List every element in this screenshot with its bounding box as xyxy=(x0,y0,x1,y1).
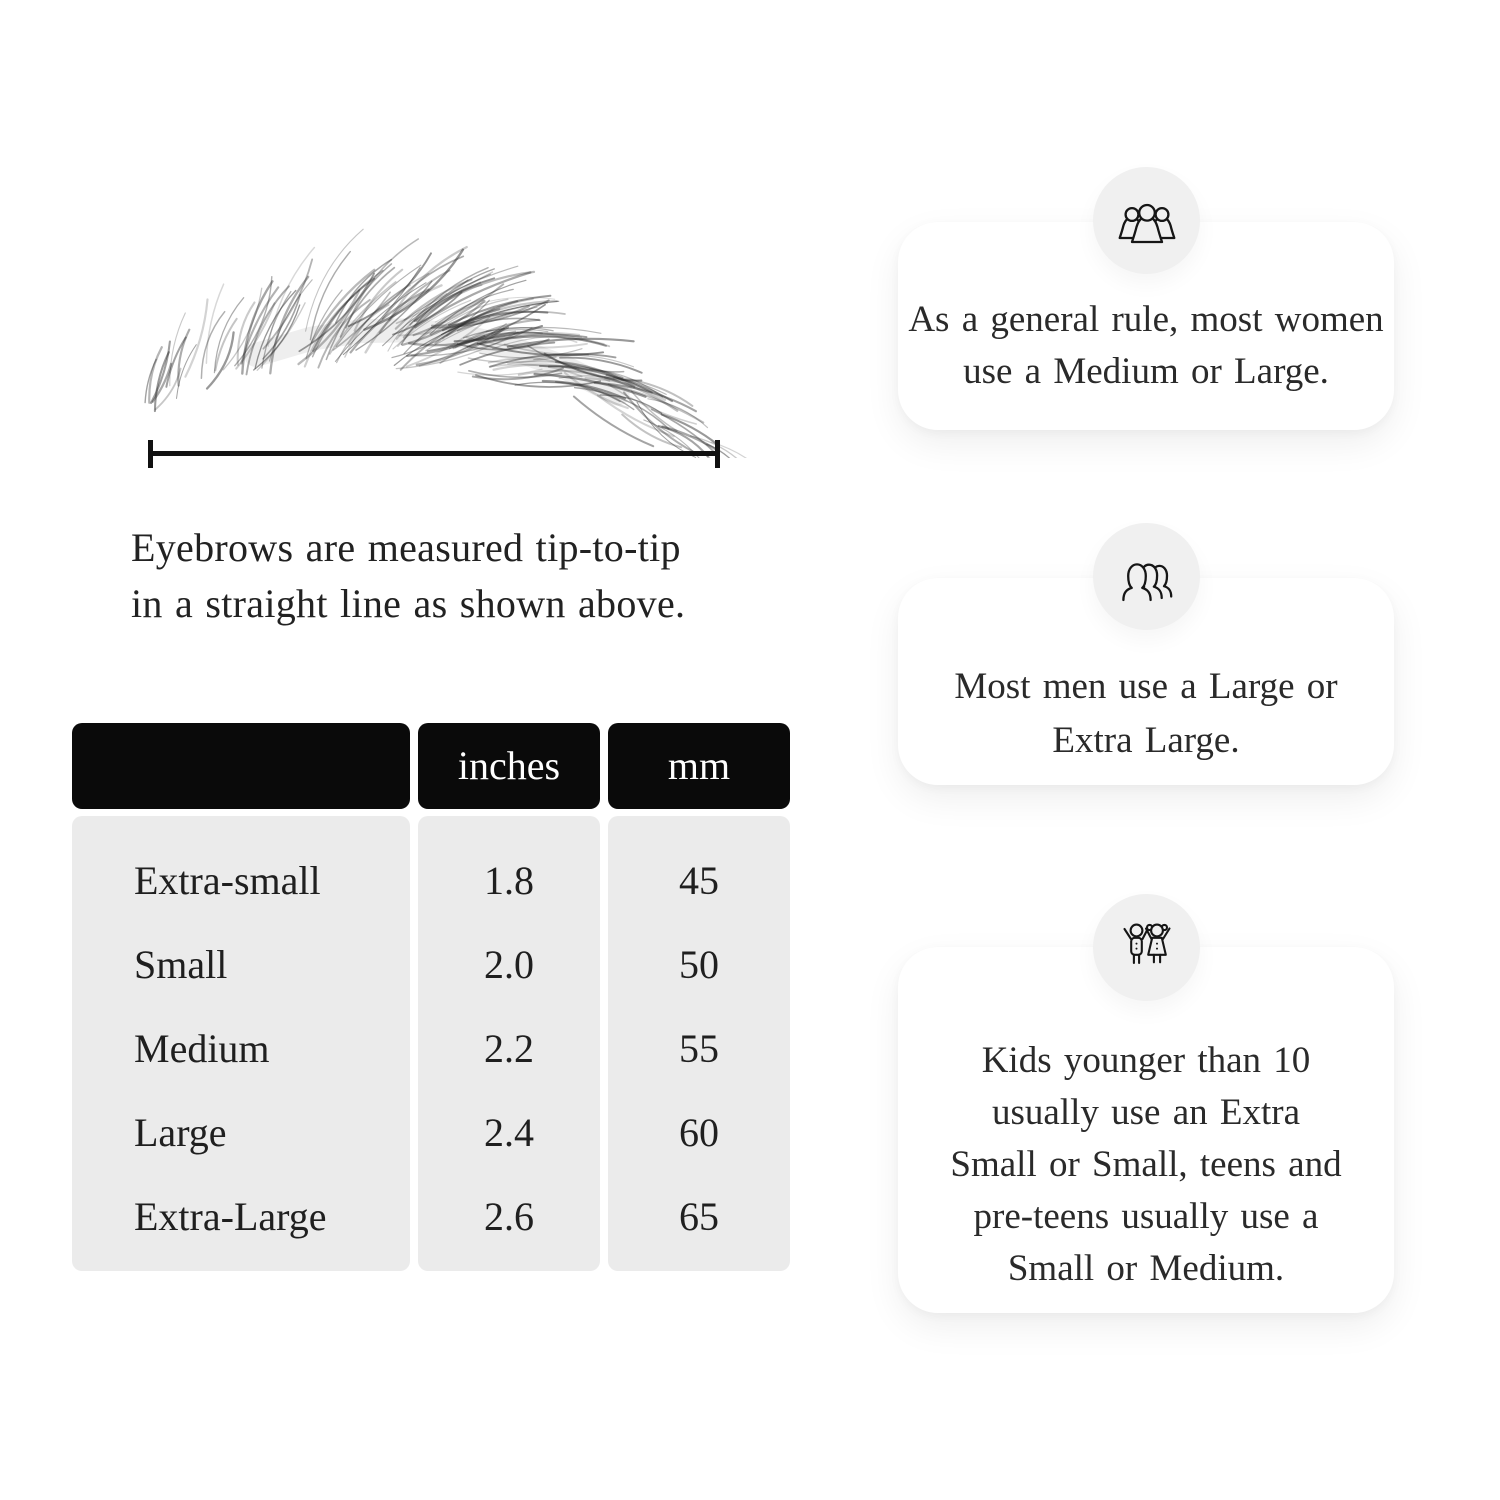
mm-value: 55 xyxy=(679,1025,719,1071)
women-group-icon xyxy=(1115,189,1179,253)
size-table-header-mm: mm xyxy=(608,723,790,809)
eyebrow-illustration xyxy=(100,218,780,458)
info-line: Small or Small, teens and xyxy=(950,1144,1342,1185)
size-label: Medium xyxy=(134,1025,270,1071)
inches-value: 2.4 xyxy=(484,1109,534,1155)
inches-value: 2.2 xyxy=(484,1025,534,1071)
info-line: use a Medium or Large. xyxy=(963,351,1329,392)
info-line: Kids younger than 10 xyxy=(981,1040,1311,1081)
size-label: Large xyxy=(134,1109,227,1155)
info-line: usually use an Extra xyxy=(992,1092,1300,1133)
size-table-header-blank xyxy=(72,723,410,809)
mm-value: 45 xyxy=(679,857,719,903)
mm-value: 65 xyxy=(679,1193,719,1239)
inches-value: 2.6 xyxy=(484,1193,534,1239)
men-group-icon xyxy=(1115,545,1179,609)
measurement-line-right-tick xyxy=(715,440,720,468)
measurement-line xyxy=(148,440,720,468)
kids-icon-circle xyxy=(1093,894,1200,1001)
caption-line: in a straight line as shown above. xyxy=(131,581,686,626)
size-table-mm-column xyxy=(608,816,790,1271)
caption-line: Eyebrows are measured tip-to-tip xyxy=(131,525,681,570)
size-label: Extra-small xyxy=(134,857,321,903)
size-label: Small xyxy=(134,941,228,987)
size-table-label-column xyxy=(72,816,410,1271)
inches-value: 2.0 xyxy=(484,941,534,987)
kids-info-card xyxy=(898,947,1394,1313)
info-line: Most men use a Large or xyxy=(954,666,1338,707)
size-table-inches-column xyxy=(418,816,600,1271)
info-line: pre-teens usually use a xyxy=(973,1196,1319,1237)
kids-icon xyxy=(1115,916,1179,980)
info-line: Small or Medium. xyxy=(1007,1248,1285,1289)
info-line: As a general rule, most women xyxy=(908,299,1384,340)
mm-value: 60 xyxy=(679,1109,719,1155)
mm-value: 50 xyxy=(679,941,719,987)
men-icon-circle xyxy=(1093,523,1200,630)
measurement-caption xyxy=(131,520,756,632)
size-label: Extra-Large xyxy=(134,1193,327,1239)
women-icon-circle xyxy=(1093,167,1200,274)
info-line: Extra Large. xyxy=(1052,720,1240,761)
inches-value: 1.8 xyxy=(484,857,534,903)
measurement-line-bar xyxy=(150,451,718,456)
size-table-header-inches: inches xyxy=(418,723,600,809)
